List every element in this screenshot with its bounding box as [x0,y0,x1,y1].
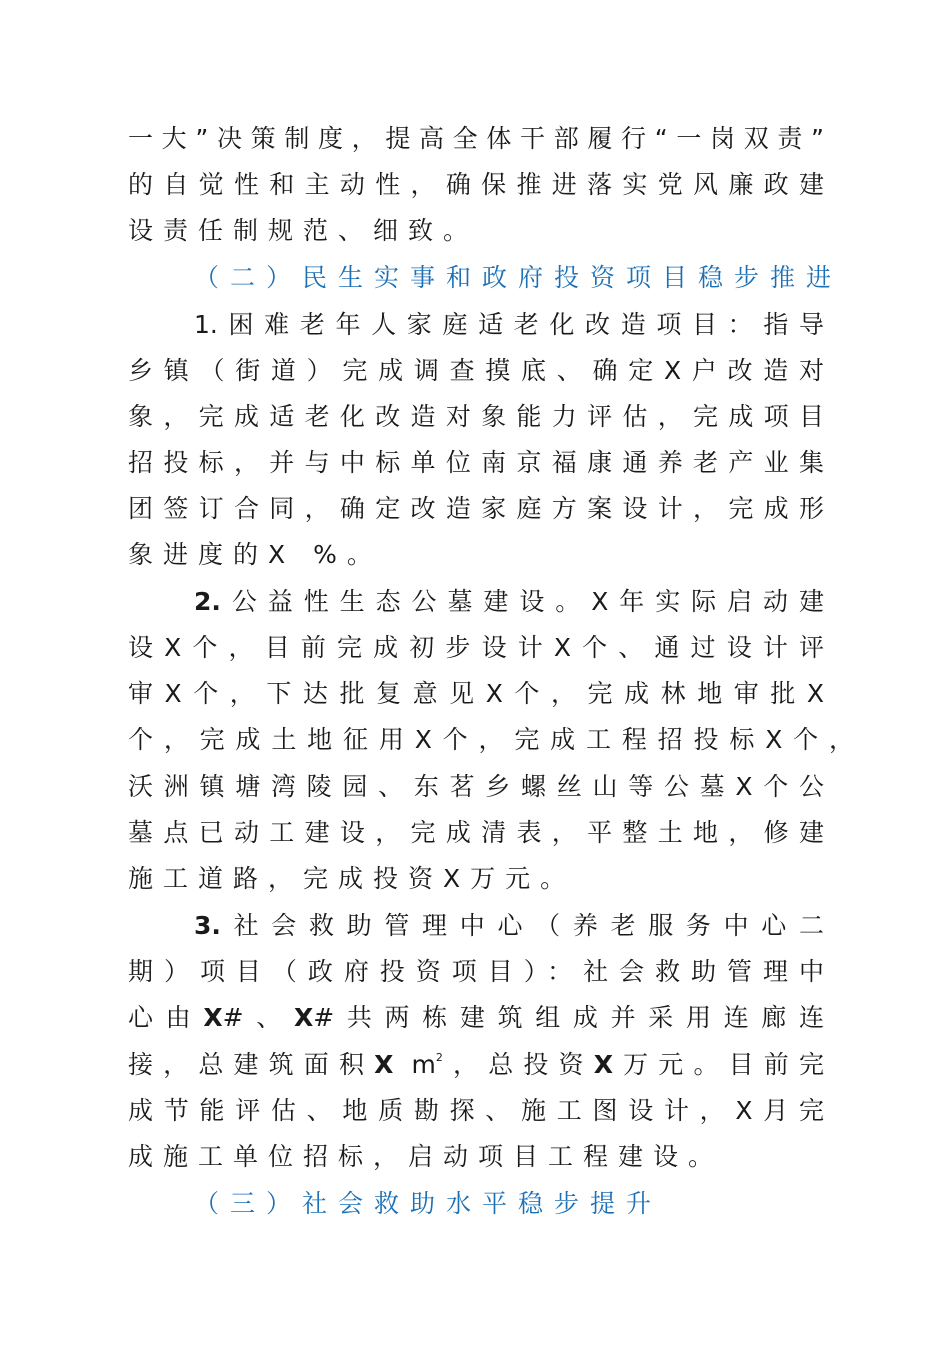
item-text: 公益性生态公墓建设。X年实际启动建 [220,587,824,616]
text-run: 接，总建筑面积 [128,1050,375,1079]
section-heading-3: （三）社会救助水平稳步提升 [194,1189,663,1218]
item-number: 3. [194,911,221,940]
text-line: 的自觉性和主动性，确保推进落实党风廉政建 [128,170,824,199]
text-run: 万元。目前完 [612,1050,824,1079]
text-run: 心由 [128,1003,204,1032]
text-line: 1.困难老年人家庭适老化改造项目：指导 [194,310,824,339]
text-line: 个，完成土地征用X个，完成工程招投标X个， [128,725,854,754]
text-run: #共两栋建筑组成并采用连廊连 [313,1003,824,1032]
text-line: 沃洲镇塘湾陵园、东茗乡螺丝山等公墓X个公 [128,772,824,801]
section-heading-2: （二）民生实事和政府投资项目稳步推进 [194,263,843,292]
text-line: 设X个，目前完成初步设计X个、通过设计评 [128,633,824,662]
bold-x: X [203,1003,223,1032]
text-line: 成节能评估、地质勘探、施工图设计，X月完 [128,1096,824,1125]
item-text: 社会救助管理中心（养老服务中心二 [220,911,824,940]
text-line: 成施工单位招标，启动项目工程建设。 [128,1142,724,1171]
text-line [194,579,824,625]
text-line: 设责任制规范、细致。 [128,216,479,245]
text-line: 招投标，并与中标单位南京福康通养老产业集 [128,448,824,477]
text-line [128,995,824,1041]
text-line: 审X个，下达批复意见X个，完成林地审批X [128,679,824,708]
bold-x: X [374,1050,394,1079]
text-run: m [393,1050,436,1079]
superscript: 2 [435,1051,443,1064]
bold-x: X [293,1003,314,1032]
text-line: 施工道路，完成投资X万元。 [128,864,576,893]
text-line: 一大”决策制度，提高全体干部履行“一岗双责” [128,124,824,153]
text-line: 象，完成适老化改造对象能力评估，完成项目 [128,402,824,431]
text-run: ，总投资 [442,1050,594,1079]
text-line [128,1042,824,1088]
text-line [194,903,824,949]
bold-x: X [593,1050,613,1079]
text-line: 期）项目（政府投资项目）：社会救助管理中 [128,957,824,986]
text-line: 象进度的X %。 [128,540,382,569]
text-run: #、 [222,1003,294,1032]
item-number: 2. [194,587,221,616]
text-line: 墓点已动工建设，完成清表，平整土地，修建 [128,818,824,847]
text-line: 乡镇（街道）完成调查摸底、确定X户改造对 [128,356,824,385]
text-line: 团签订合同，确定改造家庭方案设计，完成形 [128,494,824,523]
